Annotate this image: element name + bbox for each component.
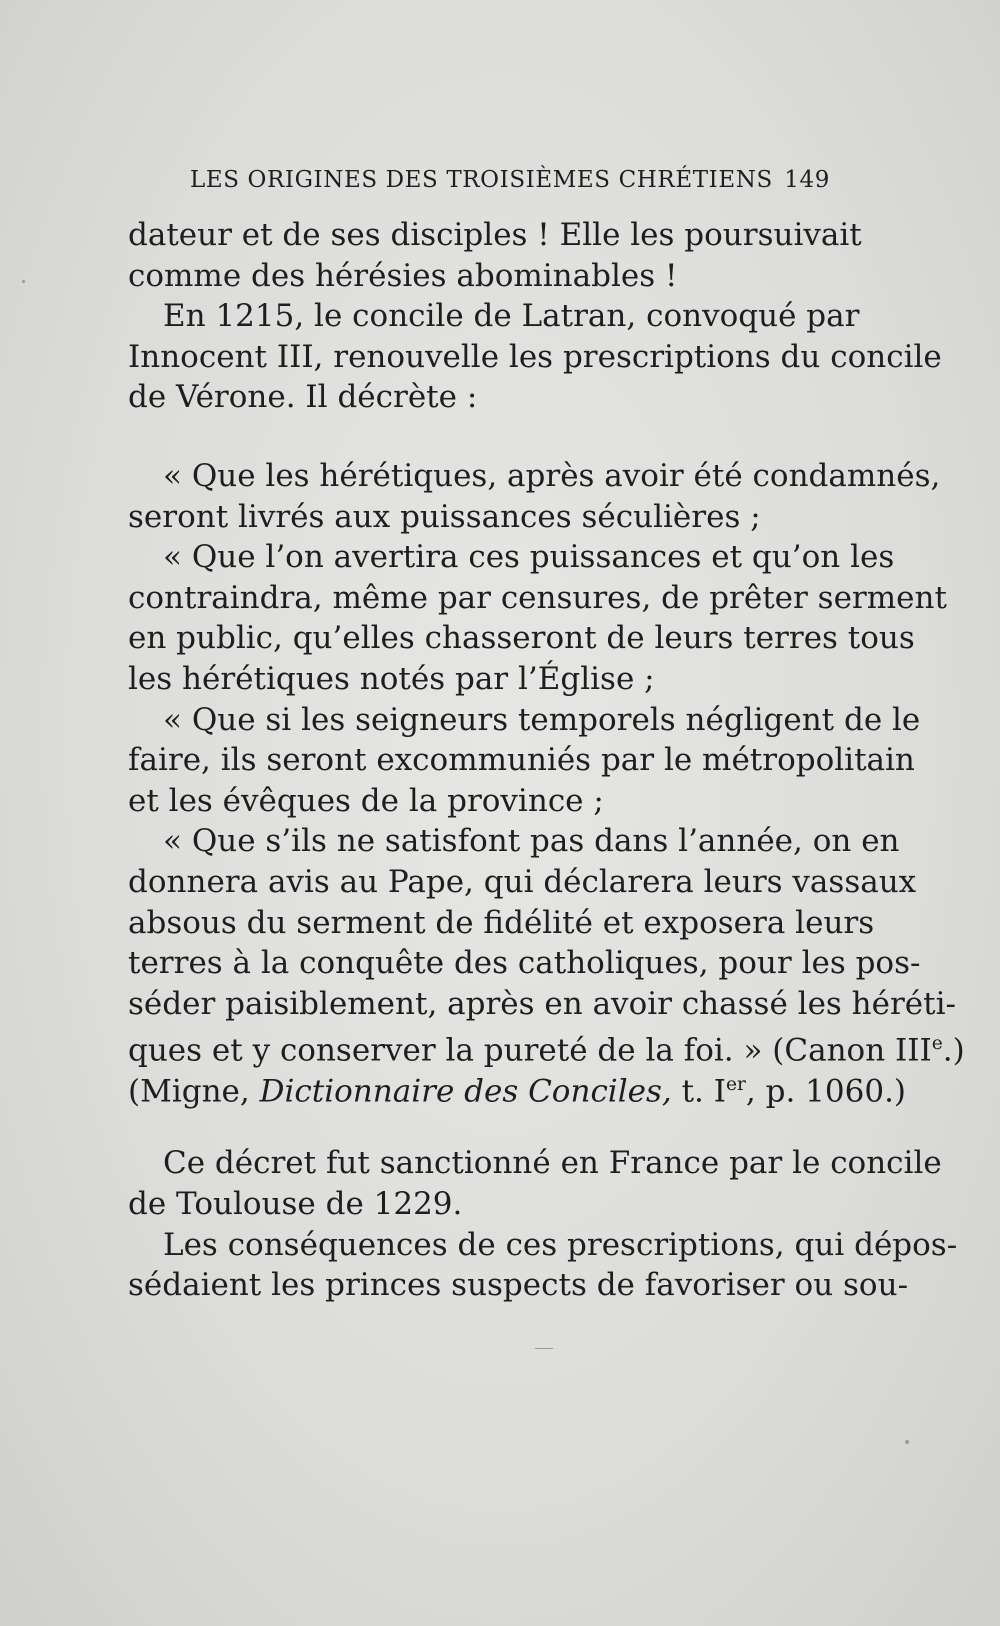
quote-line: « Que si les seigneurs temporels négligent de le: [163, 701, 921, 738]
paper-speck: [22, 280, 25, 283]
quote-line: seront livrés aux puissances séculières ;: [128, 498, 761, 535]
text-line: Ce décret fut sanctionné en France par le concile: [163, 1145, 942, 1182]
running-head: [190, 162, 830, 198]
text-line: sédaient les princes suspects de favoriser ou sou-: [128, 1267, 909, 1304]
paragraph-gap: [128, 1105, 836, 1143]
citation-title: Dictionnaire des Conciles,: [259, 1073, 672, 1110]
text-line: dateur et de ses disciples ! Elle les poursuivait: [128, 217, 862, 253]
text-line: Les conséquences de ces prescriptions, qui dépos-: [163, 1226, 958, 1263]
quote-line: [128, 1024, 965, 1069]
quote-line: contraindra, même par censures, de prêter serment: [128, 579, 947, 616]
text-line: comme des hérésies abominables !: [128, 257, 678, 294]
text-line: de Toulouse de 1229.: [128, 1186, 463, 1223]
text-line: Innocent III, renouvelle les prescriptions du concile: [128, 338, 942, 375]
quote-line: et les évêques de la province ;: [128, 782, 604, 819]
quote-line-text: ques et y conserver la pureté de la foi. » (Canon III: [128, 1032, 932, 1069]
paragraph-gap: [128, 418, 836, 456]
quote-line: terres à la conquête des catholiques, pour les pos-: [128, 945, 921, 982]
body-text: [128, 215, 965, 1306]
citation-line: [128, 1065, 907, 1110]
quote-line: absous du serment de fidélité et exposera leurs: [128, 904, 875, 941]
quote-line: « Que les hérétiques, après avoir été condamnés,: [163, 457, 941, 494]
paper-speck: [535, 1348, 553, 1349]
text-line: En 1215, le concile de Latran, convoqué par: [163, 298, 860, 335]
quote-line: en public, qu’elles chasseront de leurs terres tous: [128, 620, 915, 657]
citation-prefix: (Migne,: [128, 1073, 260, 1110]
superscript: er: [726, 1073, 746, 1095]
quote-line: séder paisiblement, après en avoir chassé les héréti-: [128, 985, 956, 1022]
quote-line: donnera avis au Pape, qui déclarera leurs vassaux: [128, 863, 917, 900]
quote-line: faire, ils seront excommuniés par le métropolitain: [128, 742, 915, 779]
quote-line: « Que l’on avertira ces puissances et qu’on les: [163, 539, 895, 576]
citation-page: , p. 1060.): [745, 1073, 907, 1110]
paper-speck: [905, 1440, 909, 1444]
quote-line: les hérétiques notés par l’Église ;: [128, 660, 655, 697]
text-line: de Vérone. Il décrète :: [128, 379, 478, 416]
citation-volume: t. I: [671, 1073, 727, 1110]
running-head-title: LES ORIGINES DES TROISIÈMES CHRÉTIENS: [190, 167, 773, 193]
page-number: 149: [784, 167, 830, 193]
superscript: e: [931, 1033, 943, 1055]
quote-line: « Que s’ils ne satisfont pas dans l’année, on en: [163, 823, 900, 860]
quote-line-end: .): [942, 1032, 965, 1069]
